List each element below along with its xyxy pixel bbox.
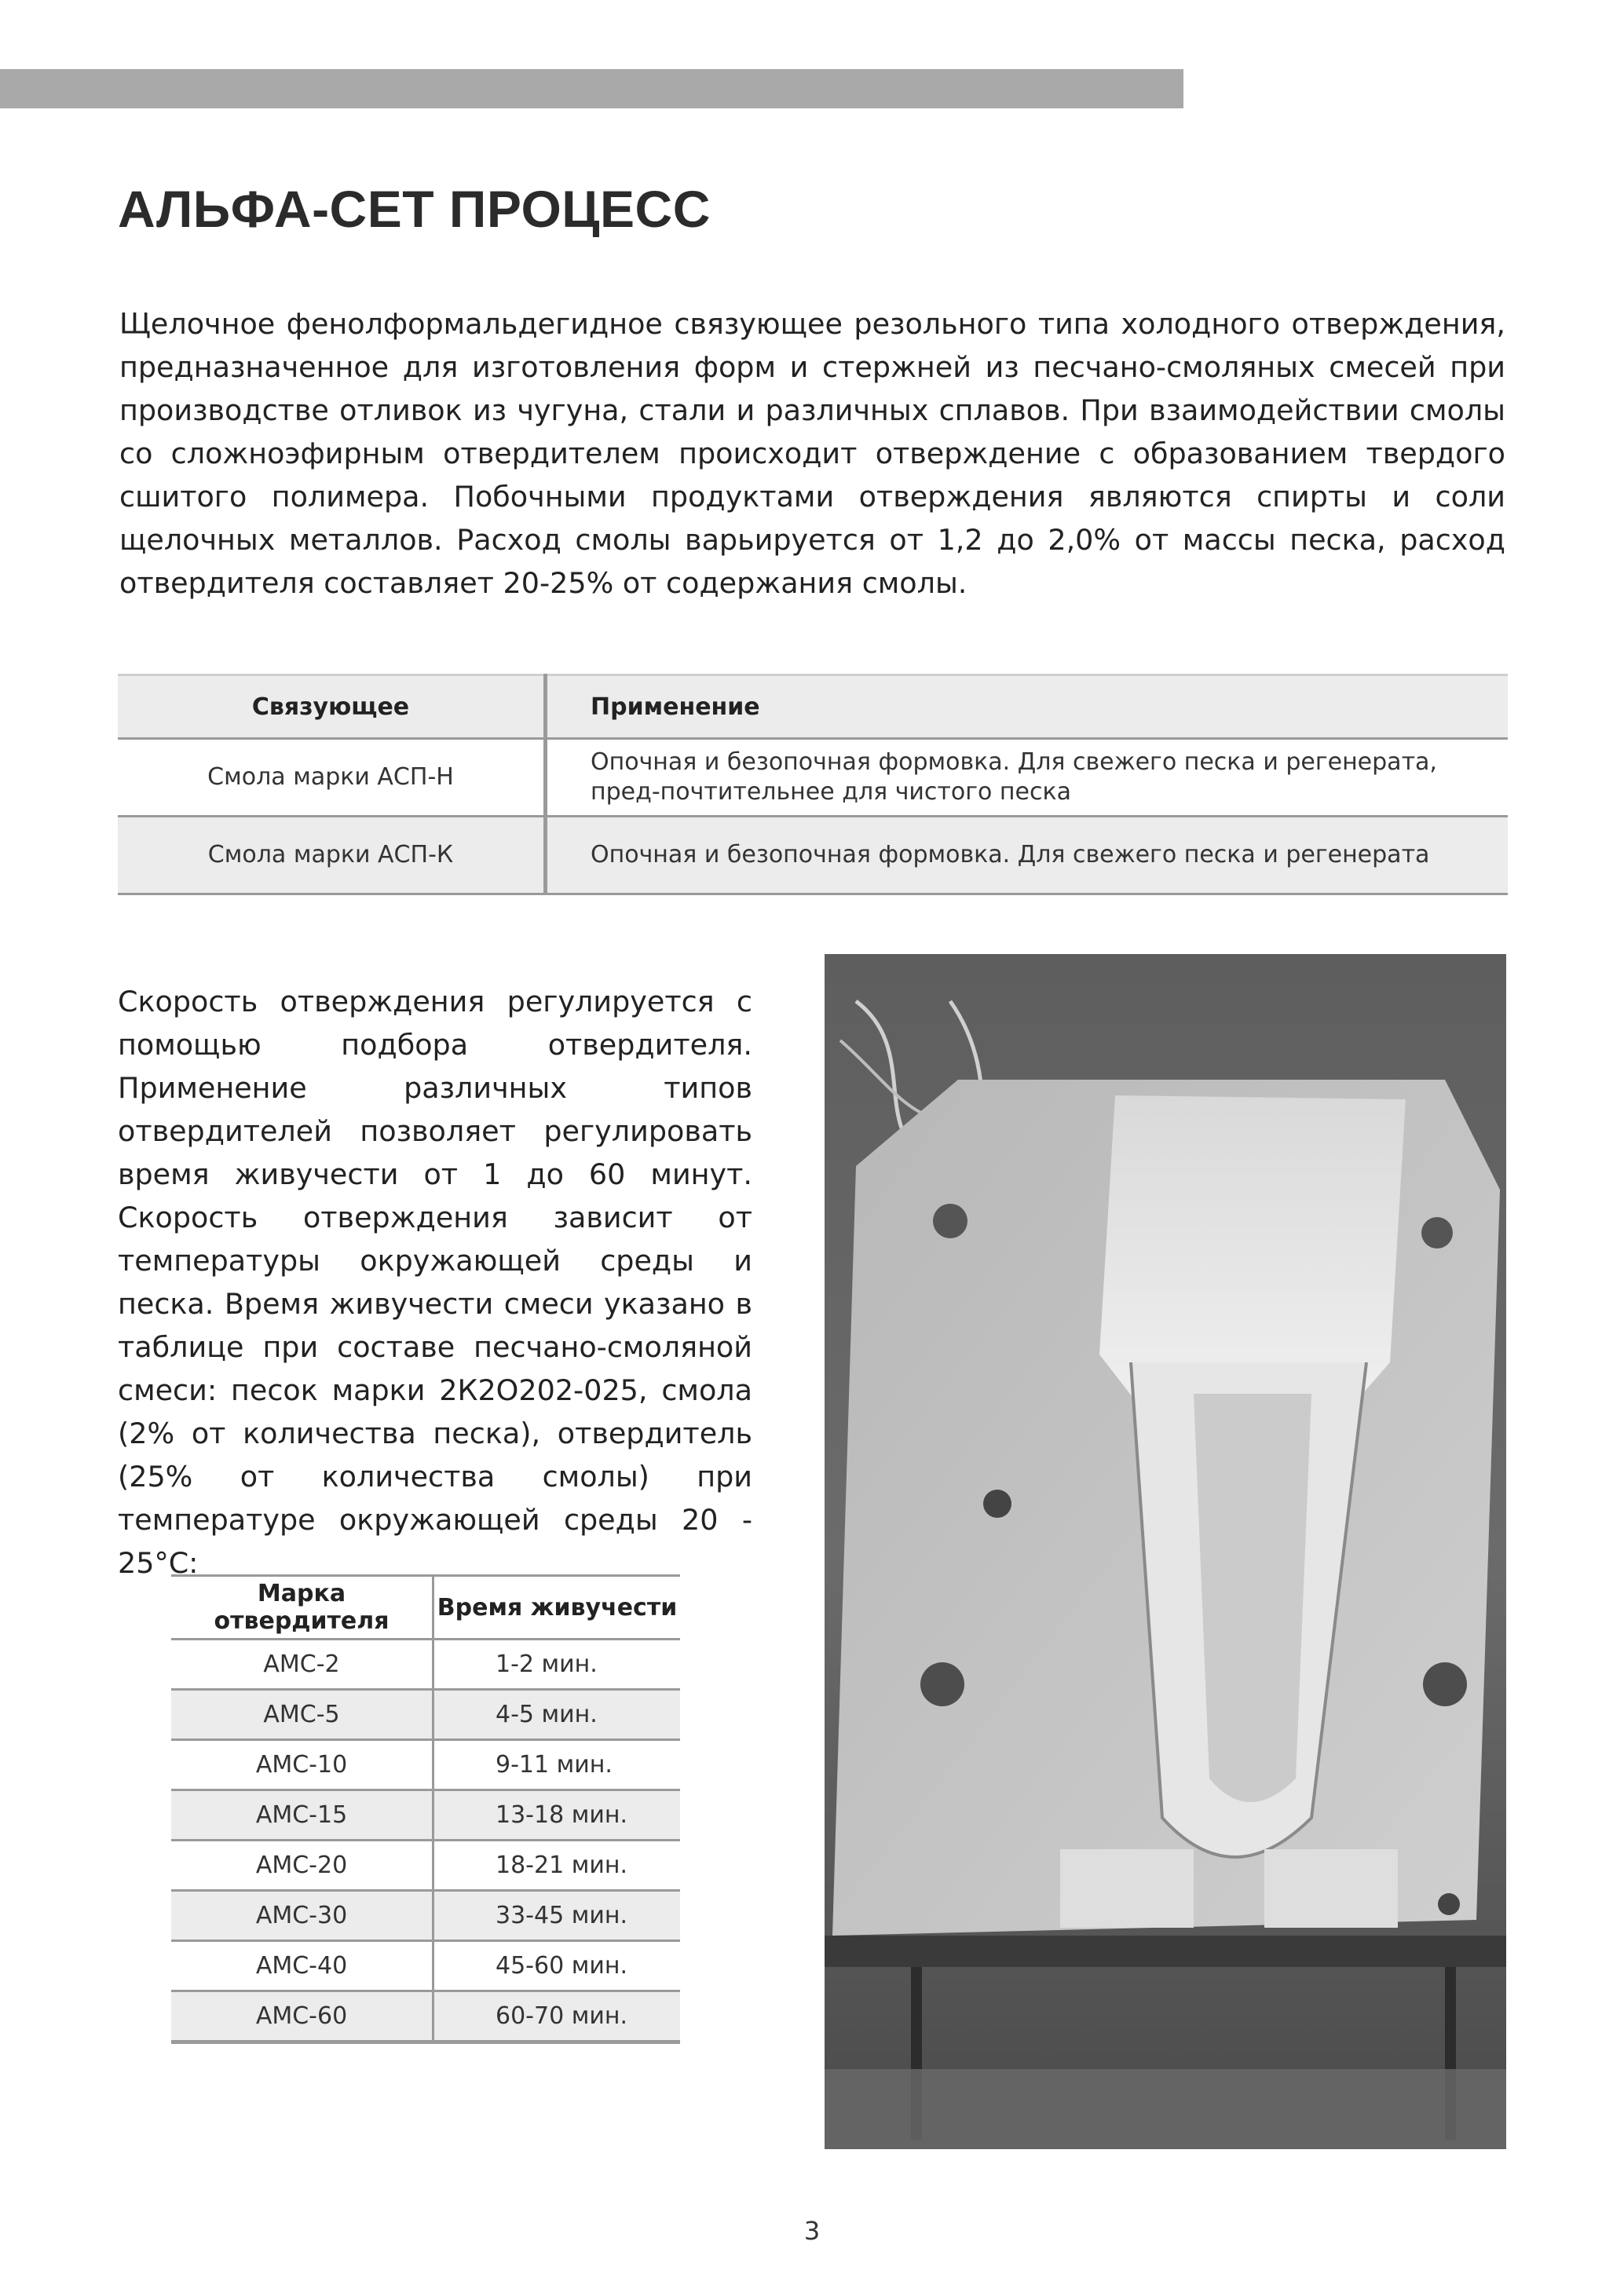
hardener-grade: АМС-5 [171, 1690, 433, 1740]
hardener-header-time: Время живучести [433, 1576, 681, 1640]
hardener-grade: АМС-2 [171, 1640, 433, 1690]
table-row [118, 739, 1508, 817]
table-row [171, 1841, 680, 1891]
hardener-time: 60-70 мин. [433, 1991, 681, 2042]
table-row [171, 1941, 680, 1991]
binder-application: Опочная и безопочная формовка. Для свежего песка и регенерата [546, 817, 1509, 894]
sand-mold-photo [825, 954, 1506, 2149]
table-row [171, 1690, 680, 1740]
table-row [118, 817, 1508, 894]
curing-speed-paragraph: Скорость отверждения регулируется с помощью подбора отвердителя. Применение различных типов отвердителей позволяет регулировать время живучести от 1 до 60 минут. Скорость отверждения зависит от температуры окружающей среды и песка. Время живучести смеси указано в таблице при составе песчано-смоляной смеси: песок марки 2К2О202-025, смола (2% от количества песка), отвердитель (25% от количества смолы) при температуре окружающей среды 20 - 25°С: [118, 985, 752, 1580]
hardener-time: 45-60 мин. [433, 1941, 681, 1991]
binder-table [118, 674, 1508, 895]
header-decor-bar [0, 69, 1166, 108]
binder-application: Опочная и безопочная формовка. Для свежего песка и регенерата, пред-почтительнее для чистого песка [546, 739, 1509, 817]
table-row [171, 1790, 680, 1841]
hardener-time: 9-11 мин. [433, 1740, 681, 1790]
hardener-time: 4-5 мин. [433, 1690, 681, 1740]
page-title: АЛЬФА-СЕТ ПРОЦЕСС [118, 180, 711, 238]
hardener-time: 13-18 мин. [433, 1790, 681, 1841]
table-row [171, 1891, 680, 1941]
hardener-grade: АМС-30 [171, 1891, 433, 1941]
binder-name: Смола марки АСП-К [118, 817, 546, 894]
hardener-time: 18-21 мин. [433, 1841, 681, 1891]
intro-paragraph: Щелочное фенолформальдегидное связующее резольного типа холодного отверждения, предназначенное для изготовления форм и стержней из песчано-смоляных смесей при производстве отливок из чугуна, стали и различных сплавов. При взаимодействии смолы со сложноэфирным отвердителем происходит отверждение с образованием твердого сшитого полимера. Побочными продуктами отверждения являются спирты и соли щелочных металлов. Расход смолы варьируется от 1,2 до 2,0% от массы песка, расход отвердителя составляет 20-25% от содержания смолы. [119, 307, 1505, 600]
hardener-grade: АМС-10 [171, 1740, 433, 1790]
table-row [171, 1991, 680, 2042]
hardener-grade: АМС-60 [171, 1991, 433, 2042]
binder-header-binder: Связующее [118, 675, 546, 739]
binder-table-header [118, 675, 1508, 739]
binder-name: Смола марки АСП-Н [118, 739, 546, 817]
hardener-grade: АМС-15 [171, 1790, 433, 1841]
hardener-time: 1-2 мин. [433, 1640, 681, 1690]
hardener-header-grade: Марка отвердителя [171, 1576, 433, 1640]
table-row [171, 1640, 680, 1690]
hardener-table [171, 1574, 680, 2044]
table-row [171, 1740, 680, 1790]
hardener-grade: АМС-40 [171, 1941, 433, 1991]
hardener-table-header [171, 1576, 680, 1640]
hardener-grade: АМС-20 [171, 1841, 433, 1891]
page-number: 3 [803, 2216, 821, 2246]
binder-header-application: Применение [546, 675, 1509, 739]
hardener-time: 33-45 мин. [433, 1891, 681, 1941]
